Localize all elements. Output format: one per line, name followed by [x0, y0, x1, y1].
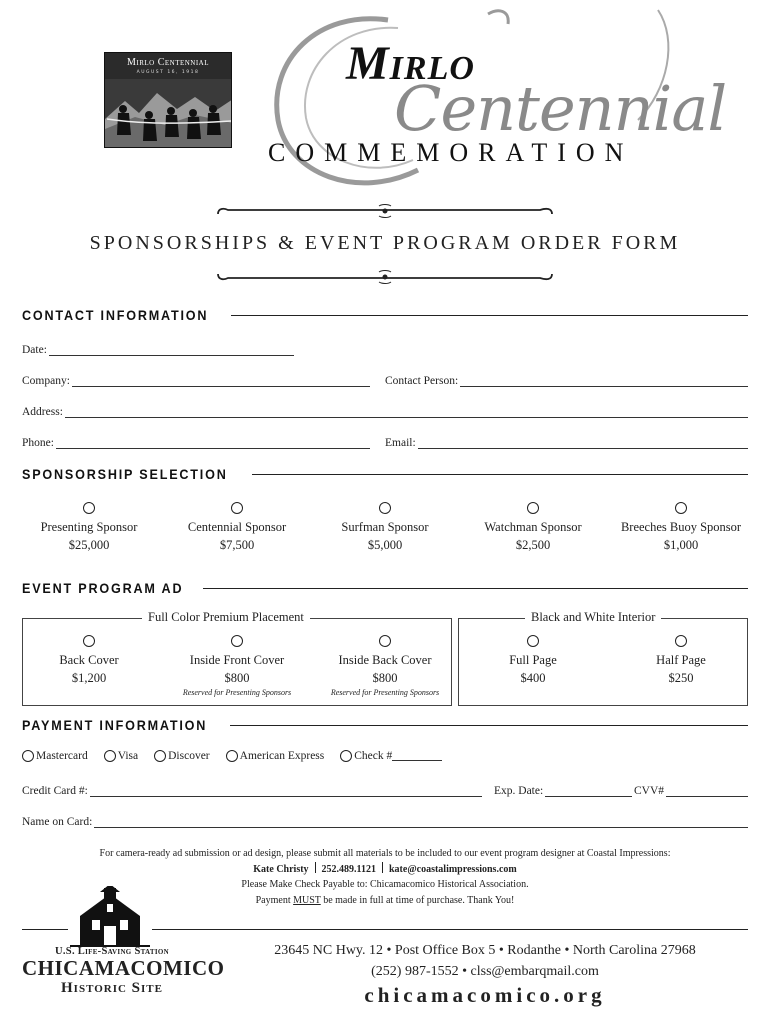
exp-date-label: Exp. Date:: [494, 785, 544, 797]
phone-input-line[interactable]: [56, 437, 370, 449]
separator: [382, 862, 383, 873]
sponsor-name: Watchman Sponsor: [484, 520, 582, 535]
sponsor-name: Presenting Sponsor: [40, 520, 138, 535]
separator: [315, 862, 316, 873]
brand-life-saving-station: U.S. Life-Saving Station: [55, 946, 169, 957]
notes-line-contact: [0, 862, 770, 878]
radio-button[interactable]: [104, 750, 116, 762]
payment-option-visa[interactable]: [104, 750, 138, 762]
ad-name: Inside Back Cover: [338, 653, 432, 668]
footer-rule-right: [152, 929, 748, 930]
date-label: Date:: [22, 344, 47, 356]
ad-note: Reserved for Presenting Sponsors: [182, 688, 292, 698]
address-input-line[interactable]: [65, 406, 748, 418]
credit-card-label: Credit Card #:: [22, 785, 88, 797]
contact-email[interactable]: kate@coastalimpressions.com: [389, 863, 517, 875]
sponsor-option-centennial[interactable]: [170, 500, 304, 554]
payment-method-label: Check #: [354, 750, 393, 762]
ad-price: $250: [668, 671, 694, 686]
brand-historic-site: Historic Site: [61, 980, 163, 996]
radio-button[interactable]: [527, 635, 539, 647]
section-rule: [203, 588, 748, 589]
phone-label: Phone:: [22, 437, 54, 449]
contact-name: Kate Christy: [253, 863, 309, 875]
notes-line-submission: For camera-ready ad submission or ad design, please submit all materials to be included to our event program designer at Coastal Impressions:: [99, 848, 671, 859]
ad-name: Half Page: [656, 653, 706, 668]
rescue-scene-illustration: [105, 79, 232, 148]
divider-flourish-bottom: [214, 268, 556, 286]
radio-button[interactable]: [675, 635, 687, 647]
email-label: Email:: [385, 437, 416, 449]
section-rule: [231, 315, 748, 316]
sponsor-name: Breeches Buoy Sponsor: [620, 520, 742, 535]
radio-button[interactable]: [22, 750, 34, 762]
payment-note-must: MUST: [293, 894, 321, 906]
section-rule: [252, 474, 748, 475]
ad-option-back-cover[interactable]: [22, 633, 156, 687]
ad-option-full-page[interactable]: [466, 633, 600, 687]
section-sponsorship-selection: [22, 465, 748, 483]
payment-note-pre: Payment: [255, 894, 294, 906]
sponsor-price: $1,000: [663, 538, 699, 553]
section-event-program-ad: [22, 579, 748, 597]
full-color-group-label: Full Color Premium Placement: [142, 610, 310, 625]
contact-person-input-line[interactable]: [460, 375, 748, 387]
payment-option-check[interactable]: [340, 750, 442, 762]
sponsor-option-watchman[interactable]: [466, 500, 600, 554]
logo-title: Mirlo Centennial: [126, 57, 210, 68]
ad-price: $400: [520, 671, 546, 686]
ad-name: Inside Front Cover: [189, 653, 285, 668]
form-title: SPONSORSHIPS & EVENT PROGRAM ORDER FORM: [89, 232, 681, 254]
payment-option-mastercard[interactable]: [22, 750, 88, 762]
cvv-label: CVV#: [634, 785, 665, 797]
radio-button[interactable]: [231, 635, 243, 647]
payment-method-row: [22, 750, 458, 762]
address-field[interactable]: [22, 402, 748, 418]
company-input-line[interactable]: [72, 375, 370, 387]
contact-person-field[interactable]: [385, 371, 748, 387]
payment-note-post: be made in full at time of purchase. Thank You!: [320, 894, 515, 906]
payment-method-label: American Express: [239, 750, 325, 762]
radio-button[interactable]: [379, 502, 391, 514]
sponsor-option-presenting[interactable]: [22, 500, 156, 554]
sponsor-name: Centennial Sponsor: [187, 520, 287, 535]
radio-button[interactable]: [83, 635, 95, 647]
cvv-field[interactable]: [634, 781, 748, 797]
payment-method-label: Discover: [168, 750, 210, 762]
payment-option-discover[interactable]: [154, 750, 210, 762]
section-payment-information: [22, 716, 748, 734]
ad-option-inside-back-cover[interactable]: [314, 633, 456, 699]
contact-person-label: Contact Person:: [385, 375, 459, 387]
name-on-card-field[interactable]: [22, 812, 748, 828]
credit-card-input-line[interactable]: [90, 785, 482, 797]
section-heading: CONTACT INFORMATION: [22, 307, 209, 323]
section-rule: [230, 725, 748, 726]
name-on-card-input-line[interactable]: [94, 816, 748, 828]
radio-button[interactable]: [675, 502, 687, 514]
radio-button[interactable]: [154, 750, 166, 762]
ad-price: $1,200: [71, 671, 107, 686]
section-contact-information: [22, 306, 748, 324]
ad-option-half-page[interactable]: [614, 633, 748, 687]
radio-button[interactable]: [226, 750, 238, 762]
address-line-1: 23645 NC Hwy. 12 • Post Office Box 5 • Rodanthe • North Carolina 27968: [274, 943, 696, 958]
notes-line-check-payable: Please Make Check Payable to: Chicamacomico Historical Association.: [241, 879, 529, 890]
sponsor-price: $7,500: [219, 538, 255, 553]
footer-rule-left: [22, 929, 68, 930]
ad-price: $800: [224, 671, 250, 686]
address-line-2: (252) 987-1552 • clss@embarqmail.com: [371, 964, 599, 979]
exp-date-field[interactable]: [494, 781, 632, 797]
life-saving-station-icon: [70, 886, 150, 948]
exp-date-input-line[interactable]: [545, 785, 632, 797]
ad-price: $800: [372, 671, 398, 686]
sponsor-option-surfman[interactable]: [318, 500, 452, 554]
mirlo-centennial-logo: [104, 52, 232, 148]
radio-button[interactable]: [379, 635, 391, 647]
payment-option-american-express[interactable]: [226, 750, 325, 762]
footer-website[interactable]: chicamacomico.org: [364, 983, 606, 1007]
check-number-input-line[interactable]: [392, 751, 442, 761]
payment-method-label: Visa: [117, 750, 139, 762]
cvv-input-line[interactable]: [666, 785, 748, 797]
sponsor-price: $2,500: [515, 538, 551, 553]
payment-method-label: Mastercard: [36, 750, 88, 762]
title-commemoration: COMMEMORATION: [268, 138, 634, 167]
company-field[interactable]: [22, 371, 370, 387]
sponsor-price: $25,000: [68, 538, 110, 553]
brand-chicamacomico: CHICAMACOMICO: [22, 956, 225, 980]
ad-name: Back Cover: [59, 653, 119, 668]
section-heading: PAYMENT INFORMATION: [22, 717, 208, 733]
date-field[interactable]: [22, 340, 294, 356]
ad-name: Full Page: [509, 653, 557, 668]
section-heading: EVENT PROGRAM AD: [22, 580, 184, 596]
footer-address: [200, 940, 770, 982]
email-input-line[interactable]: [418, 437, 748, 449]
address-label: Address:: [22, 406, 63, 418]
sponsor-price: $5,000: [367, 538, 403, 553]
radio-button[interactable]: [83, 502, 95, 514]
email-field[interactable]: [385, 433, 748, 449]
credit-card-field[interactable]: [22, 781, 482, 797]
logo-date: AUGUST 16, 1918: [136, 70, 200, 75]
date-input-line[interactable]: [49, 344, 294, 356]
title-centennial: Centennial: [394, 72, 727, 145]
black-white-group-label: Black and White Interior: [525, 610, 661, 625]
title-mirlo: Mirlo: [346, 37, 475, 90]
sponsor-option-breeches-buoy[interactable]: [608, 500, 754, 554]
section-heading: SPONSORSHIP SELECTION: [22, 466, 228, 482]
radio-button[interactable]: [340, 750, 352, 762]
ad-note: Reserved for Presenting Sponsors: [330, 688, 440, 698]
contact-phone: 252.489.1121: [321, 863, 376, 875]
radio-button[interactable]: [231, 502, 243, 514]
name-on-card-label: Name on Card:: [22, 816, 93, 828]
phone-field[interactable]: [22, 433, 370, 449]
divider-flourish-top: [214, 202, 556, 220]
ad-option-inside-front-cover[interactable]: [170, 633, 304, 699]
company-label: Company:: [22, 375, 70, 387]
sponsor-name: Surfman Sponsor: [341, 520, 429, 535]
radio-button[interactable]: [527, 502, 539, 514]
